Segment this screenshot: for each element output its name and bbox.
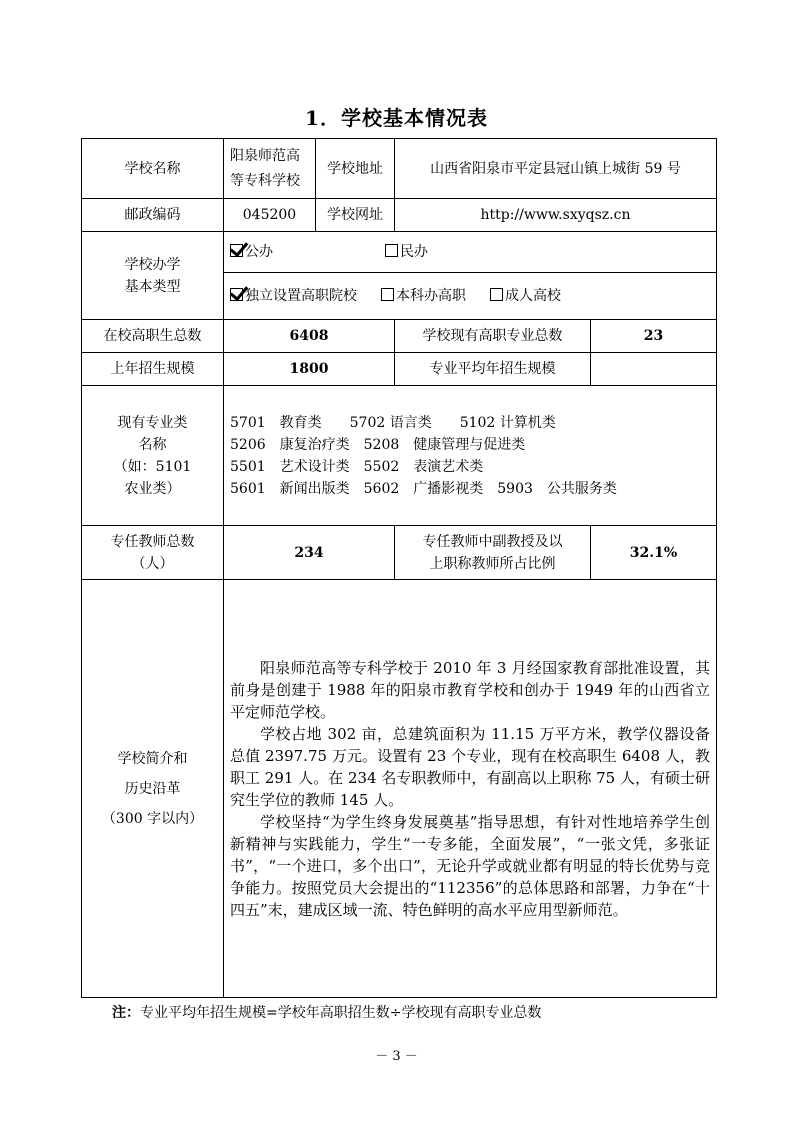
teachers-total-label: [82, 526, 224, 580]
majors-list: [224, 386, 717, 526]
enrollment-value: 1800: [224, 353, 395, 386]
table-row: [82, 386, 717, 526]
checked-box-icon[interactable]: [230, 288, 243, 301]
intro-text: [224, 580, 717, 998]
students-total-value: 6408: [224, 320, 395, 353]
intro-label-line2: 历史沿革: [124, 780, 181, 797]
checked-box-icon[interactable]: [230, 244, 243, 257]
majors-row: 5601 新闻出版类 5602 广播影视类 5903 公共服务类: [230, 480, 617, 497]
majors-total-label: 学校现有高职专业总数: [395, 320, 591, 353]
intro-paragraph: 学校坚持“为学生终身发展奠基”指导思想，有针对性地培养学生创新精神与实践能力，学生“一专多能，全面发展”，“一张文凭，多张证书”，“一个进口，多个出口”，无论升学或就业都有明显的特长优势与竞争能力。按照党员大会提出的“112356”的总体思路和部署，力争在“十四五”末，建成区域一流、特色鲜明的高水平应用型新师范。: [230, 812, 710, 919]
majors-label: [82, 386, 224, 526]
table-row: [82, 232, 717, 273]
majors-row: 5701 教育类 5702 语言类 5102 计算机类: [230, 414, 556, 431]
private-option-label: 民办: [400, 244, 428, 260]
school-address-value: 山西省阳泉市平定县冠山镇上城街 59 号: [395, 139, 717, 199]
teachers-total-label-line1: 专任教师总数: [110, 533, 195, 550]
checkbox-icon[interactable]: [490, 288, 503, 301]
table-row: [82, 199, 717, 232]
enrollment-label: 上年招生规模: [82, 353, 224, 386]
majors-total-value: 23: [591, 320, 717, 353]
majors-label-line4: 农业类）: [124, 480, 181, 497]
avg-enrollment-label: 专业平均年招生规模: [395, 353, 591, 386]
public-option[interactable]: [230, 241, 273, 263]
footnote-text: 专业平均年招生规模=学校年高职招生数÷学校现有高职专业总数: [140, 1005, 542, 1021]
postcode-value: 045200: [224, 199, 316, 232]
teachers-total-value: 234: [224, 526, 395, 580]
majors-label-line3: （如：5101: [113, 458, 192, 475]
majors-row: 5206 康复治疗类 5208 健康管理与促进类: [230, 436, 526, 453]
table-row: [82, 526, 717, 580]
public-option-label: 公办: [245, 244, 273, 260]
school-info-table: [81, 138, 717, 998]
institution-type-options: [224, 273, 717, 320]
page-title: 1．学校基本情况表: [305, 106, 488, 130]
intro-paragraph: 阳泉师范高等专科学校于 2010 年 3 月经国家教育部批准设置，其前身是创建于 1988 年的阳泉市教育学校和创办于 1949 年的山西省立平定师范学校。: [230, 658, 710, 721]
school-name-value: 阳泉师范高等专科学校: [224, 139, 316, 199]
students-total-label: 在校高职生总数: [82, 320, 224, 353]
adult-option[interactable]: [490, 285, 561, 307]
majors-label-line2: 名称: [138, 436, 167, 453]
footnote-prefix: 注：: [112, 1005, 140, 1021]
teachers-ratio-label-line2: 上职称教师所占比例: [429, 555, 556, 572]
independent-option-label: 独立设置高职院校: [245, 288, 357, 304]
page-number: － 3 －: [375, 1049, 418, 1064]
school-type-label-line2: 基本类型: [124, 278, 181, 295]
intro-label: [82, 580, 224, 998]
intro-paragraph: 学校占地 302 亩，总建筑面积为 11.15 万平方米，教学仪器设备总值 2397.75 万元。设置有 23 个专业，现有在校高职生 6408 人，教职工 291 人。在 234 名专职教师中，有副高以上职称 75 人，有硕士研究生学位的教师 145 人。: [230, 724, 710, 809]
intro-label-line1: 学校简介和: [117, 750, 188, 767]
undergrad-option[interactable]: [381, 285, 466, 307]
school-name-label: 学校名称: [82, 139, 224, 199]
intro-label-line3: （300 字以内）: [101, 810, 204, 827]
majors-row: 5501 艺术设计类 5502 表演艺术类: [230, 458, 484, 475]
website-value: http://www.sxyqsz.cn: [395, 199, 717, 232]
school-type-label: [82, 232, 224, 320]
checkbox-icon[interactable]: [381, 288, 394, 301]
postcode-label: 邮政编码: [82, 199, 224, 232]
independent-option[interactable]: [230, 285, 357, 307]
table-row: [82, 139, 717, 199]
checkbox-icon[interactable]: [385, 244, 398, 257]
school-type-label-line1: 学校办学: [124, 256, 181, 273]
adult-option-label: 成人高校: [505, 288, 561, 304]
footnote: [112, 1002, 541, 1022]
teachers-ratio-value: 32.1%: [591, 526, 717, 580]
undergrad-option-label: 本科办高职: [396, 288, 466, 304]
teachers-total-label-line2: （人）: [131, 555, 174, 572]
school-address-label: 学校地址: [316, 139, 395, 199]
website-label: 学校网址: [316, 199, 395, 232]
majors-label-line1: 现有专业类: [117, 414, 188, 431]
table-row: [82, 353, 717, 386]
teachers-ratio-label: [395, 526, 591, 580]
teachers-ratio-label-line1: 专任教师中副教授及以: [422, 533, 563, 550]
table-row: [82, 320, 717, 353]
private-option[interactable]: [385, 241, 428, 263]
ownership-options: [224, 232, 717, 273]
avg-enrollment-value: [591, 353, 717, 386]
table-row: [82, 580, 717, 998]
